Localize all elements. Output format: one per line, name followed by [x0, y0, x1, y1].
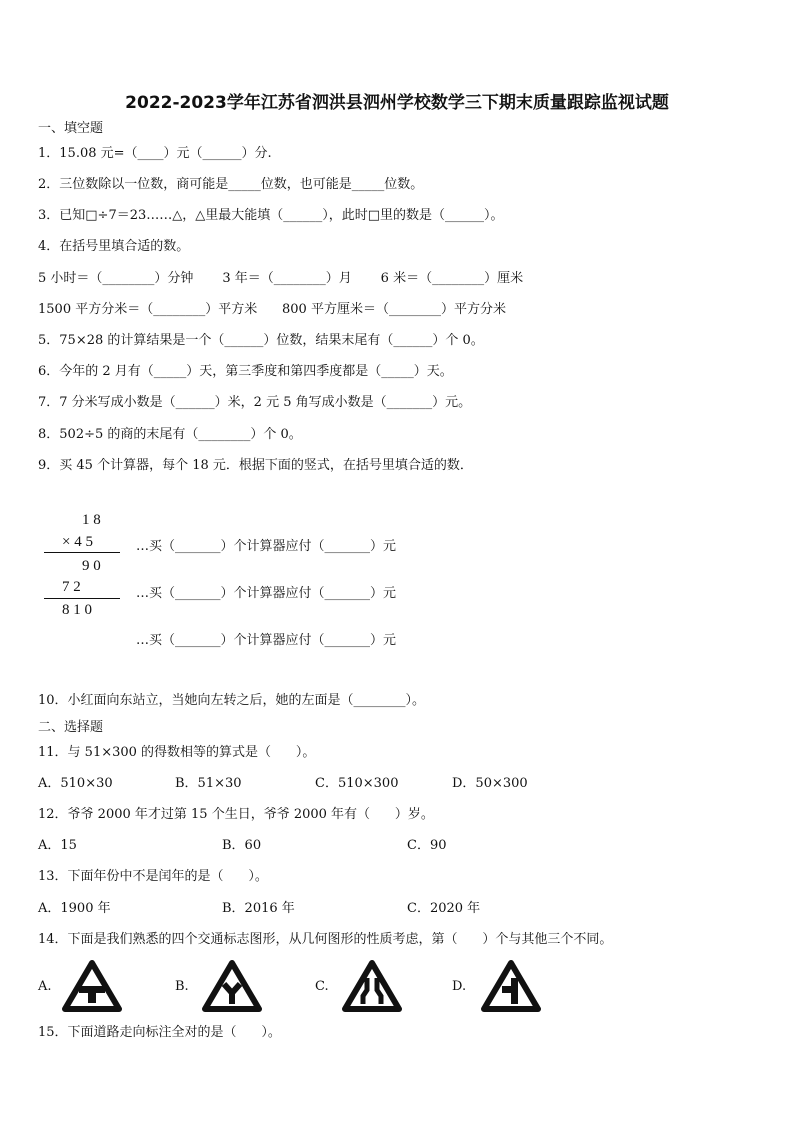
question-6: 6．今年的 2 月有（_____）天，第三季度和第四季度都是（_____）天。 — [38, 364, 453, 379]
question-7: 7．7 分米写成小数是（______）米，2 元 5 角写成小数是（_______）元。 — [38, 395, 472, 410]
question-8: 8．502÷5 的商的末尾有（________）个 0。 — [38, 427, 302, 442]
question-5: 5．75×28 的计算结果是一个（______）位数，结果末尾有（______）个 0。 — [38, 333, 484, 348]
vertical-rule-1 — [44, 552, 120, 553]
q14-label-b: B. — [175, 979, 189, 994]
question-4: 4．在括号里填合适的数。 — [38, 239, 190, 254]
q13-option-c: C．2020 年 — [407, 901, 481, 916]
q14-label-a: A. — [38, 979, 52, 994]
question-9: 9．买 45 个计算器，每个 18 元．根据下面的竖式，在括号里填合适的数． — [38, 458, 473, 473]
q14-label-c: C. — [315, 979, 329, 994]
q11-option-c: C．510×300 — [315, 776, 399, 791]
y-junction-sign-icon — [202, 960, 262, 1012]
q14-label-d: D. — [452, 979, 467, 994]
section-multiple-choice: 二、选择题 — [38, 720, 104, 735]
partial-product-2: 7 2 — [62, 579, 81, 595]
vertical-rule-2 — [44, 598, 120, 599]
q11-option-d: D．50×300 — [452, 776, 528, 791]
multiplier: × 4 5 — [62, 534, 93, 550]
q11-option-a: A．510×30 — [38, 776, 113, 791]
question-10: 10．小红面向东站立，当她向左转之后，她的左面是（________）。 — [38, 693, 426, 708]
road-narrows-sign-icon — [342, 960, 402, 1012]
partial-product-1: 9 0 — [82, 558, 101, 574]
product: 8 1 0 — [62, 602, 92, 618]
q12-option-b: B．60 — [222, 838, 262, 853]
t-junction-sign-icon — [62, 960, 122, 1012]
question-13: 13．下面年份中不是闰年的是（ ）。 — [38, 869, 268, 884]
multiplicand: 1 8 — [82, 512, 101, 528]
side-road-sign-icon — [481, 960, 541, 1012]
question-4-row-2: 1500 平方分米＝（________）平方米 800 平方厘米＝（________）平方分米 — [38, 302, 506, 317]
section-fill-in: 一、填空题 — [38, 121, 104, 136]
question-14: 14．下面是我们熟悉的四个交通标志图形，从几何图形的性质考虑，第（ ）个与其他三个不同。 — [38, 932, 613, 947]
page-title: 2022-2023学年江苏省泗洪县泗州学校数学三下期末质量跟踪监视试题 — [125, 93, 669, 113]
q11-option-b: B．51×30 — [175, 776, 242, 791]
question-2: 2．三位数除以一位数，商可能是_____位数，也可能是_____位数。 — [38, 177, 424, 192]
question-4-row-1: 5 小时＝（________）分钟 3 年＝（________）月 6 米＝（________）厘米 — [38, 271, 524, 286]
q13-option-b: B．2016 年 — [222, 901, 295, 916]
question-9-line-a: …买（_______）个计算器应付（_______）元 — [136, 539, 397, 554]
question-12: 12．爷爷 2000 年才过第 15 个生日，爷爷 2000 年有（ ）岁。 — [38, 807, 434, 822]
question-11: 11．与 51×300 的得数相等的算式是（ ）。 — [38, 745, 316, 760]
question-9-line-b: …买（_______）个计算器应付（_______）元 — [136, 586, 397, 601]
question-9-line-c: …买（_______）个计算器应付（_______）元 — [136, 633, 397, 648]
question-3: 3．已知□÷7＝23……△，△里最大能填（______），此时□里的数是（______）。 — [38, 208, 504, 223]
q12-option-a: A．15 — [38, 838, 77, 853]
q13-option-a: A．1900 年 — [38, 901, 111, 916]
question-15: 15．下面道路走向标注全对的是（ ）。 — [38, 1025, 281, 1040]
q12-option-c: C．90 — [407, 838, 447, 853]
question-1: 1．15.08 元=（____）元（______）分. — [38, 146, 272, 161]
